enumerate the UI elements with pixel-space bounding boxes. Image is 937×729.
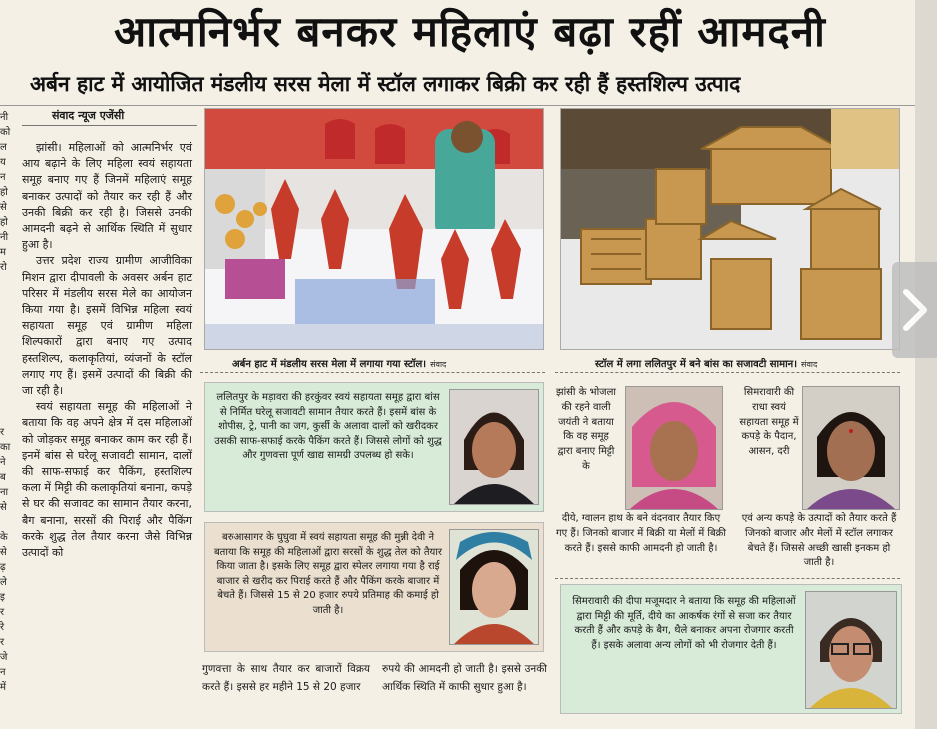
column-fragment: ले — [0, 577, 7, 588]
column-fragment: म — [0, 247, 6, 258]
column-fragment: नी — [0, 112, 9, 123]
column-fragment — [0, 395, 16, 410]
profile-text: सिमरावारी की दीपा मजूमदार ने बताया कि समूह की महिलाओं द्वारा मिट्टी की मूर्ति, दीये का आकर्षक रंगों से सजा कर तैयार करती हैं और कपड़े के बैग, थैले बनाकर अपना रोजगार करती हैं। इसके अलावा अन्य लोगों को भी रोजगार देती हैं। — [572, 596, 796, 651]
column-fragment: के — [0, 532, 8, 543]
woman-portrait — [805, 591, 897, 709]
article-continuation-2: रुपये की आमदनी हो जाती है। इससे उनकी आर्थिक स्थिति में काफी सुधार हुआ है। — [382, 663, 547, 693]
column-fragment: हो — [0, 187, 8, 198]
woman-portrait — [449, 529, 539, 645]
article-continuation-1: गुणवत्ता के साथ तैयार कर बाजारों विक्रय करते हैं। इससे हर महीने 15 से 20 हजार — [202, 663, 370, 693]
column-fragment: न — [0, 667, 6, 678]
profile-box-1 — [204, 382, 544, 512]
column-fragment: से — [0, 202, 7, 213]
divider — [22, 125, 197, 126]
profile-box-2 — [204, 522, 544, 652]
column-fragment: से — [0, 502, 7, 513]
profile-box-4 — [738, 382, 900, 574]
profile-text-bottom: दीये, ग्वालन हाथ के बने वंदनवार तैयार किए गए हैं। जिनको बाजार में बिक्री या मेलों में बिक्री करते हैं। इससे काफी आमदनी हो जाती है। — [556, 513, 726, 554]
profile-box-5 — [560, 584, 902, 714]
photo-credit: संवाद — [430, 360, 447, 369]
profile-text-left: झांसी के भोजला की रहने वाली जयंती ने बताया कि वह समूह द्वारा बनाए मिट्टी के — [556, 387, 616, 472]
woman-portrait — [625, 386, 723, 510]
column-fragment — [0, 290, 16, 305]
column-fragment — [0, 275, 16, 290]
woman-portrait — [802, 386, 900, 510]
column-fragment: ल — [0, 142, 7, 153]
column-fragment: नी — [0, 232, 9, 243]
column-fragment: जे — [0, 652, 8, 663]
column-fragment: को — [0, 127, 11, 138]
divider — [555, 578, 900, 579]
article-paragraph-1: झांसी। महिलाओं को आत्मनिर्भर एवं आय बढ़ाने के लिए महिला स्वयं सहायता समूह बनाए गए हैं जिनमें महिलाएं समूह बनाकर उत्पादों को तैयार कर रही हैं और उनकी बिक्री कर रही है। जिससे उनकी आमदनी बढ़ने से आर्थिक स्थिति में सुधार हुआ है। — [22, 141, 192, 252]
column-fragment — [0, 335, 16, 350]
column-fragment: रे — [0, 622, 5, 633]
article-column — [22, 140, 192, 561]
column-fragment: न — [0, 172, 6, 183]
column-fragment: ना — [0, 487, 9, 498]
column-fragment: का — [0, 442, 11, 453]
column-fragment: में — [0, 682, 6, 693]
divider — [200, 372, 545, 373]
chevron-right-icon — [898, 288, 932, 332]
column-fragment — [0, 320, 16, 335]
article-paragraph-2: उत्तर प्रदेश राज्य ग्रामीण आजीविका मिशन द्वारा दीपावली के अवसर अर्बन हाट परिसर में मंडलीय सरस मेले का आयोजन किया गया है। इसमें विभिन्न महिला स्वयं सहायता समूह एवं ग्रामीण महिला शिल्पकारों द्वारा बनाए गए उत्पाद हस्तशिल्प, कलाकृतियां, व्यंजनों के स्टॉल लगाए गए हैं। इसमें उत्पादों की बिक्री की जा रही है। — [22, 254, 192, 398]
photo-caption-1 — [232, 356, 446, 370]
next-image-button[interactable] — [892, 262, 937, 358]
column-fragment: ने — [0, 457, 6, 468]
column-fragment — [0, 410, 16, 425]
column-fragment — [0, 350, 16, 365]
column-fragment: इ — [0, 592, 5, 603]
profile-text: ललितपुर के मड़ावरा की हरकुंवर स्वयं सहायता समूह द्वारा बांस से निर्मित घरेलू सजावटी सामान तैयार करते हैं। इसमें बांस के शोपीस, ट्रे, पानी का जग, कुर्सी के अलावा दालों को खरीदकर उसकी साफ-सफाई करके पैकिंग करते हैं। जिससे लोगों को शुद्ध और गुणवत्ता पूर्ण खाद्य सामग्री उपलब्ध हो सके। — [214, 392, 442, 461]
bamboo-items-photo — [560, 108, 900, 350]
caption-text: स्टॉल में लगा ललितपुर में बने बांस का सजावटी सामान। — [595, 359, 798, 370]
caption-text: अर्बन हाट में मंडलीय सरस मेला में लगाया गया स्टॉल। — [232, 359, 427, 370]
subheadline: अर्बन हाट में आयोजित मंडलीय सरस मेला में स्टॉल लगाकर बिक्री कर रही हैं हस्तशिल्प उत्पाद — [30, 71, 741, 96]
profile-box-3 — [555, 382, 730, 574]
headline: आत्मनिर्भर बनकर महिलाएं बढ़ा रहीं आमदनी — [114, 7, 826, 56]
profile-text: बरुआसागर के घुघुवा में स्वयं सहायता समूह की मुन्नी देवी ने बताया कि समूह की महिलाओं द्वारा सरसों के शुद्ध तेल को तैयार किया जाता है। इसके लिए समूह द्वारा स्पेलर लगाया गया है राई बाजार से खरीद कर पिराई करते हैं और पैकिंग करके बाजार में बेचते हैं। जिससे 15 से 20 हजार रुपये प्रतिमाह की कमाई हो जाती है। — [213, 532, 443, 616]
column-fragment: ब — [0, 472, 6, 483]
column-fragment — [0, 380, 16, 395]
photo-credit: संवाद — [801, 360, 818, 369]
article-paragraph-3: स्वयं सहायता समूह की महिलाओं ने बताया कि वह अपने क्षेत्र में दस महिलाओं को जोड़कर समूह बनाकर काम कर रही हैं। इनमें बांस से घरेलू सजावटी सामान, दालों की साफ-सफाई कर पैकिंग, हस्तशिल्प कला में मिट्टी की कलाकृतियां बनाना, कपड़े से घर की सजावट का सामान तैयार करना, बैग बनाना, सरसों की पिराई और पैकिंग करके शुद्ध तेल तैयार करना जैसे विभिन्न उत्पादों को — [22, 400, 192, 560]
photo-caption-2 — [595, 356, 817, 370]
stall-photo — [204, 108, 544, 350]
column-fragment — [0, 515, 16, 530]
page-edge — [915, 0, 937, 729]
previous-column-fragments — [0, 110, 16, 710]
column-fragment: से — [0, 547, 7, 558]
column-fragment: य — [0, 157, 6, 168]
column-fragment: हो — [0, 217, 8, 228]
profile-text-bottom: एवं अन्य कपड़े के उत्पादों को तैयार करते हैं जिनको बाजार और मेलों में स्टॉल लगाकर बेचते हैं। जिससे अच्छी खासी इनकम हो जाती है। — [741, 513, 897, 569]
column-fragment: र — [0, 637, 5, 648]
column-fragment: र — [0, 607, 5, 618]
profile-text-right: सिमरावारी की राधा स्वयं सहायता समूह में कपड़े के पैदान, आसन, दरी — [739, 387, 799, 458]
column-fragment: ढ़ — [0, 562, 6, 573]
column-fragment: रो — [0, 262, 7, 273]
column-fragment: र — [0, 427, 5, 438]
divider — [555, 372, 900, 373]
agency-byline: संवाद न्यूज एजेंसी — [52, 109, 125, 122]
divider — [0, 105, 915, 106]
woman-portrait — [449, 389, 539, 505]
column-fragment — [0, 305, 16, 320]
column-fragment — [0, 365, 16, 380]
